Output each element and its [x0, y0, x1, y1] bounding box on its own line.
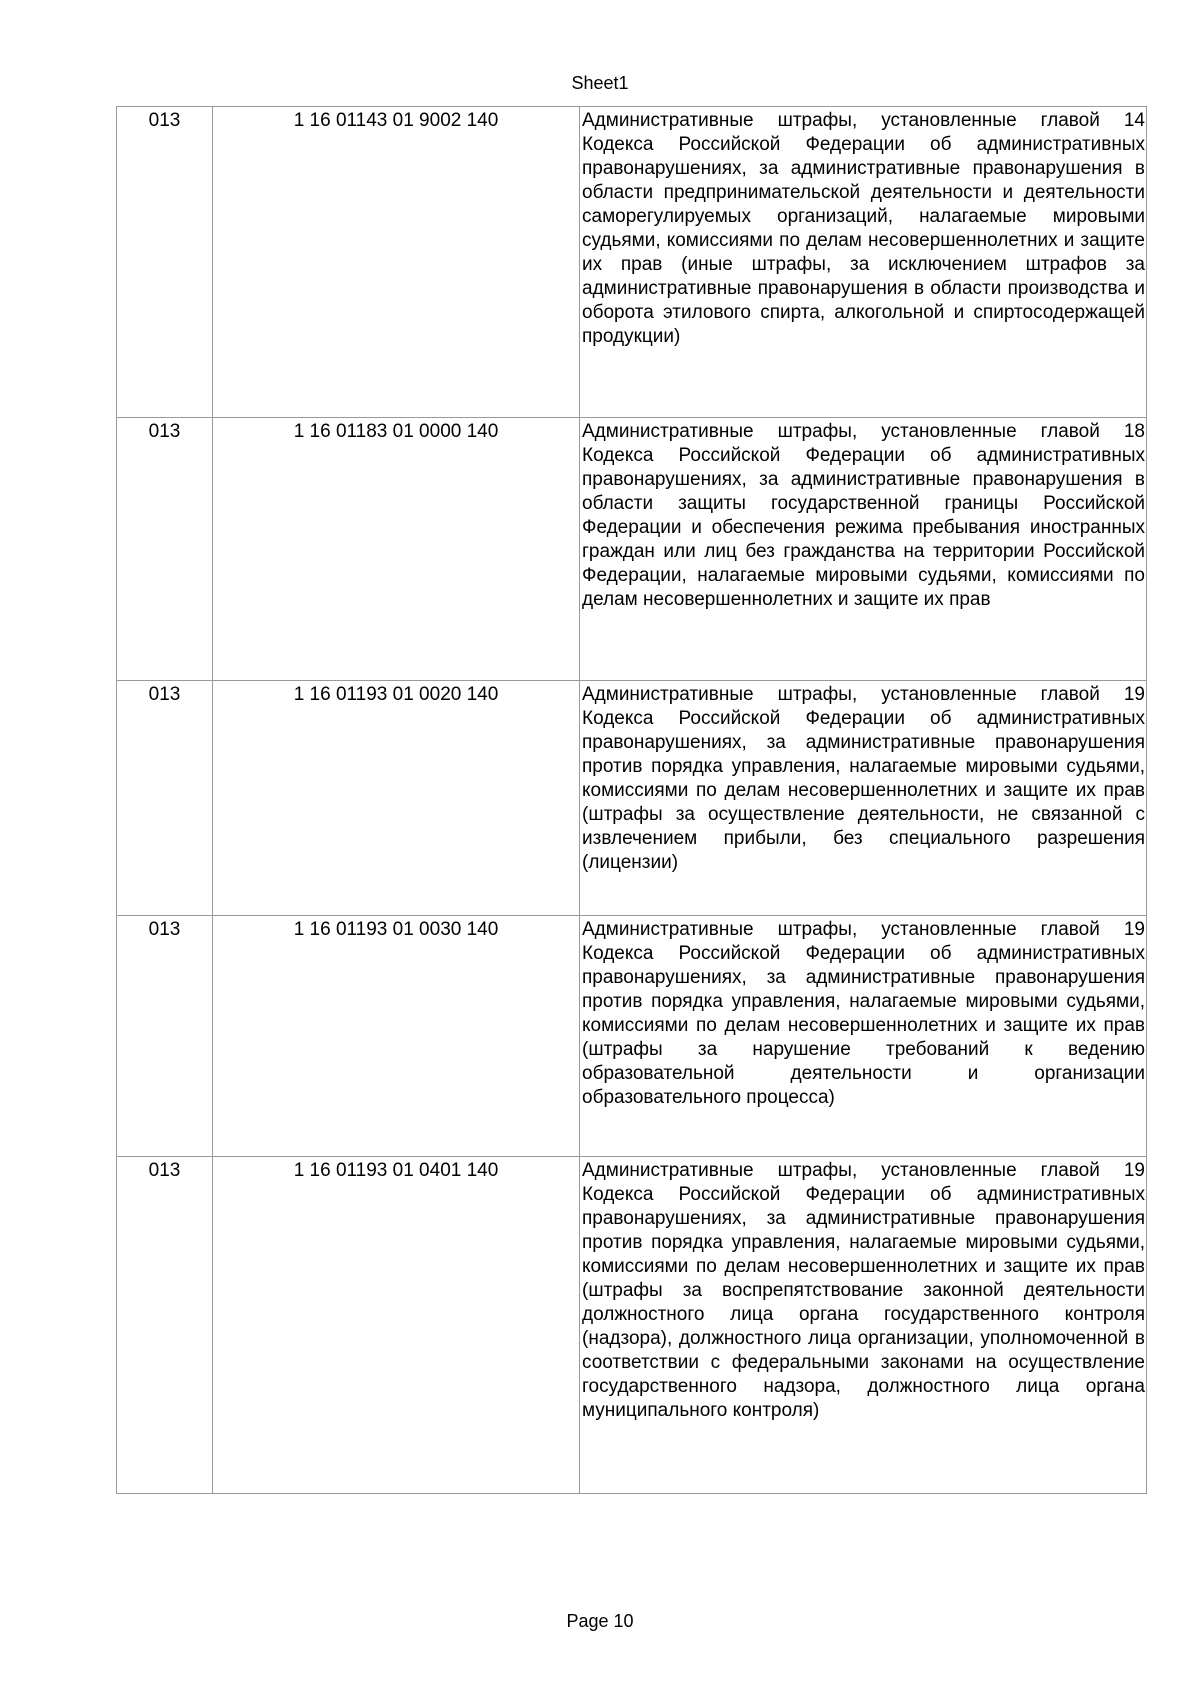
row-kbk-cell: 1 16 01193 01 0030 140 — [213, 916, 580, 1157]
row-description-cell — [580, 418, 1147, 681]
table-row — [117, 681, 1147, 916]
row-code-cell: 013 — [117, 916, 213, 1157]
row-description-text: Административные штрафы, установленные главой 19 Кодекса Российской Федерации об административных правонарушениях, за административные правонарушения против порядка управления, налагаемые мировыми судьями, комиссиями по делам несовершеннолетних и защите их прав (штрафы за нарушение требований к ведению образовательной деятельности и организации образовательного процесса) — [582, 919, 1145, 1108]
row-description-text: Административные штрафы, установленные главой 19 Кодекса Российской Федерации об административных правонарушениях, за административные правонарушения против порядка управления, налагаемые мировыми судьями, комиссиями по делам несовершеннолетних и защите их прав (штрафы за осуществление деятельности, не связанной с извлечением прибыли, без специального разрешения (лицензии) — [582, 684, 1145, 873]
row-description-text: Административные штрафы, установленные главой 18 Кодекса Российской Федерации об административных правонарушениях, за административные правонарушения в области защиты государственной границы Российской Федерации и обеспечения режима пребывания иностранных граждан или лиц без гражданства на территории Российской Федерации, налагаемые мировыми судьями, комиссиями по делам несовершеннолетних и защите их прав — [582, 421, 1145, 610]
row-description-cell — [580, 1157, 1147, 1494]
page-number: Page 10 — [566, 1611, 634, 1631]
table-row — [117, 107, 1147, 418]
table-row — [117, 418, 1147, 681]
row-kbk-cell: 1 16 01193 01 0020 140 — [213, 681, 580, 916]
row-kbk-cell: 1 16 01143 01 9002 140 — [213, 107, 580, 418]
row-code-cell: 013 — [117, 418, 213, 681]
row-code-cell: 013 — [117, 107, 213, 418]
row-description-cell — [580, 916, 1147, 1157]
sheet-title: Sheet1 — [571, 73, 629, 93]
row-description-text: Административные штрафы, установленные главой 19 Кодекса Российской Федерации об административных правонарушениях, за административные правонарушения против порядка управления, налагаемые мировыми судьями, комиссиями по делам несовершеннолетних и защите их прав (штрафы за воспрепятствование законной деятельности должностного лица органа государственного контроля (надзора), должностного лица организации, уполномоченной в соответствии с федеральными законами на осуществление государственного надзора, должностного лица органа муниципального контроля) — [582, 1160, 1145, 1421]
table-row — [117, 1157, 1147, 1494]
row-description-cell — [580, 681, 1147, 916]
row-code-cell: 013 — [117, 681, 213, 916]
table-row — [117, 916, 1147, 1157]
row-description-text: Административные штрафы, установленные главой 14 Кодекса Российской Федерации об административных правонарушениях, за административные правонарушения в области предпринимательской деятельности и деятельности саморегулируемых организаций, налагаемые мировыми судьями, комиссиями по делам несовершеннолетних и защите их прав (иные штрафы, за исключением штрафов за административные правонарушения в области производства и оборота этилового спирта, алкогольной и спиртосодержащей продукции) — [582, 110, 1145, 347]
data-table — [116, 106, 1147, 1494]
row-description-cell — [580, 107, 1147, 418]
row-code-cell: 013 — [117, 1157, 213, 1494]
row-kbk-cell: 1 16 01183 01 0000 140 — [213, 418, 580, 681]
row-kbk-cell: 1 16 01193 01 0401 140 — [213, 1157, 580, 1494]
